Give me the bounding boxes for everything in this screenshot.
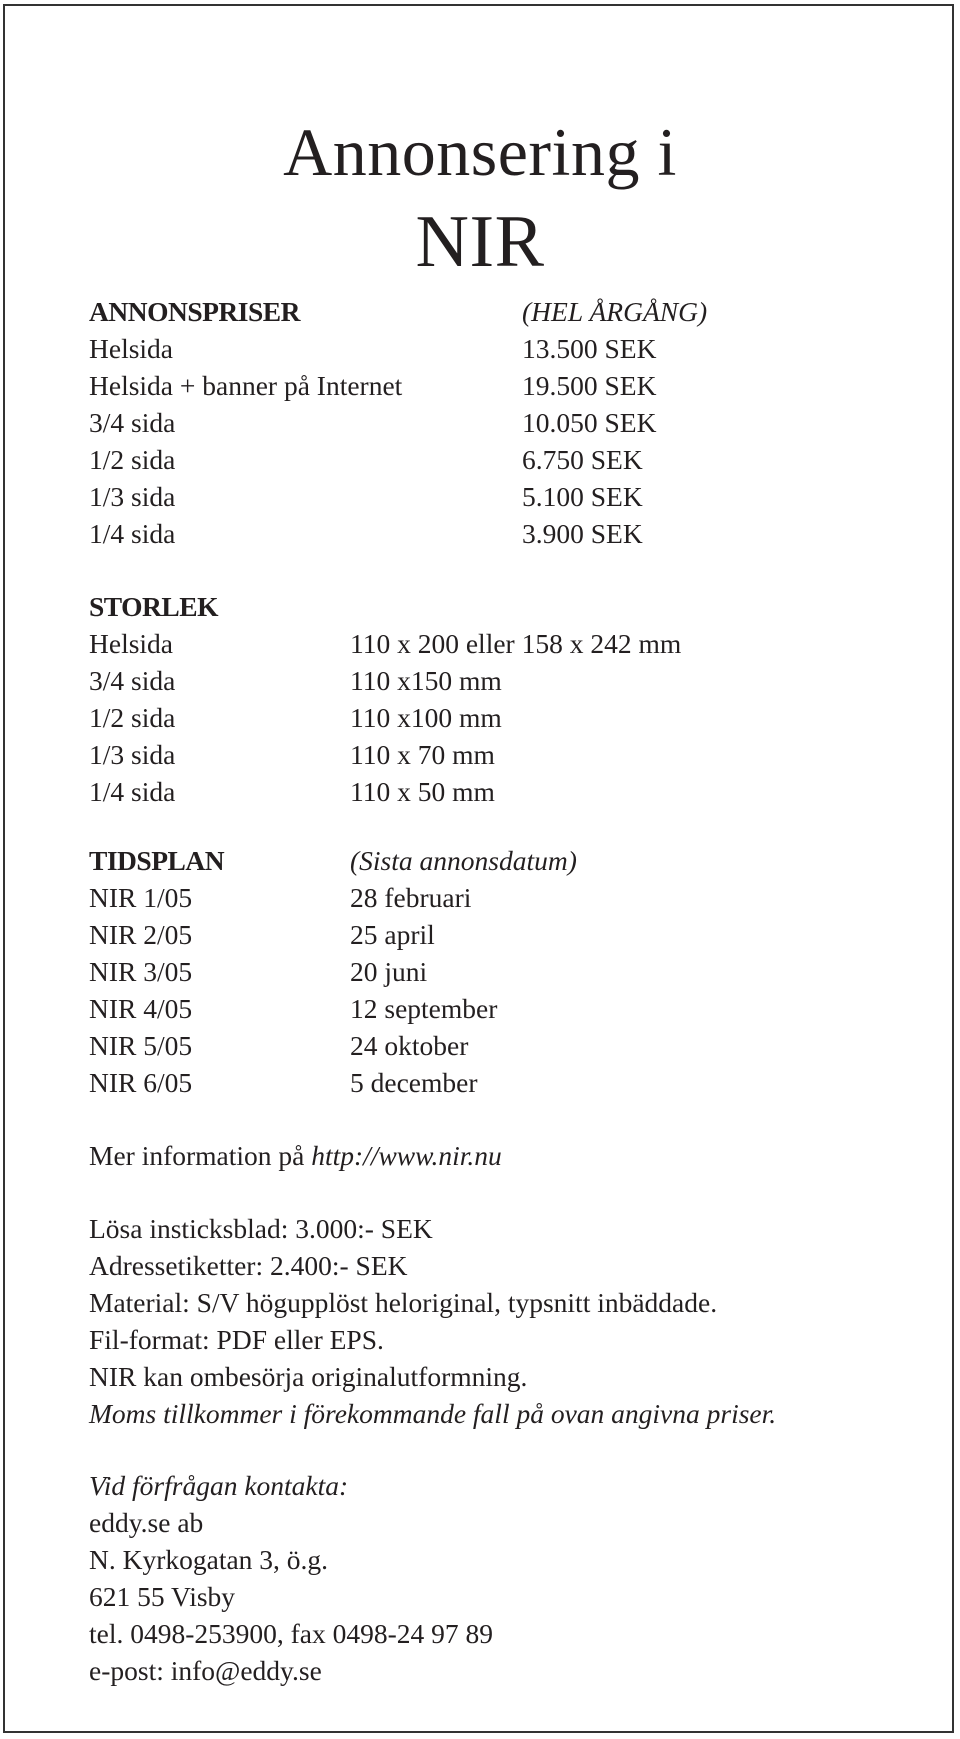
deadline-value: 12 september bbox=[350, 993, 498, 1024]
price-value: 19.500 SEK bbox=[522, 370, 657, 401]
issue-label: NIR 5/05 bbox=[89, 1030, 193, 1061]
price-value: 3.900 SEK bbox=[522, 518, 643, 549]
schedule-row bbox=[89, 954, 930, 990]
price-label: 1/3 sida bbox=[89, 481, 176, 512]
size-value: 110 x100 mm bbox=[350, 702, 502, 733]
schedule-row bbox=[89, 991, 930, 1027]
size-row bbox=[89, 737, 930, 773]
note-inserts: Lösa insticksblad: 3.000:- SEK bbox=[89, 1213, 433, 1244]
size-label: 1/2 sida bbox=[89, 702, 176, 733]
price-value: 10.050 SEK bbox=[522, 407, 657, 438]
contact-city: 621 55 Visby bbox=[89, 1581, 236, 1612]
note-vat: Moms tillkommer i förekommande fall på ovan angivna priser. bbox=[89, 1398, 777, 1429]
contact-street: N. Kyrkogatan 3, ö.g. bbox=[89, 1544, 329, 1575]
price-label: 1/2 sida bbox=[89, 444, 176, 475]
price-value: 6.750 SEK bbox=[522, 444, 643, 475]
page-title-line1: Annonsering i bbox=[283, 113, 677, 190]
size-value: 110 x 200 eller 158 x 242 mm bbox=[350, 628, 682, 659]
schedule-row bbox=[89, 1065, 930, 1101]
prices-header-row bbox=[89, 294, 930, 330]
schedule-row bbox=[89, 880, 930, 916]
schedule-column-heading: (Sista annonsdatum) bbox=[350, 845, 577, 876]
size-row bbox=[89, 700, 930, 736]
size-label: 1/4 sida bbox=[89, 776, 176, 807]
sizes-header-row bbox=[89, 589, 930, 625]
price-row bbox=[89, 479, 930, 515]
note-address-labels: Adressetiketter: 2.400:- SEK bbox=[89, 1250, 408, 1281]
size-row bbox=[89, 663, 930, 699]
size-label: 1/3 sida bbox=[89, 739, 176, 770]
size-value: 110 x 50 mm bbox=[350, 776, 495, 807]
website-link[interactable]: http://www.nir.nu bbox=[311, 1140, 502, 1171]
deadline-value: 5 december bbox=[350, 1067, 478, 1098]
contact-email[interactable]: e-post: info@eddy.se bbox=[89, 1655, 322, 1686]
size-value: 110 x 70 mm bbox=[350, 739, 495, 770]
contact-phone: tel. 0498-253900, fax 0498-24 97 89 bbox=[89, 1618, 494, 1649]
size-label: 3/4 sida bbox=[89, 665, 176, 696]
issue-label: NIR 3/05 bbox=[89, 956, 193, 987]
price-value: 13.500 SEK bbox=[522, 333, 657, 364]
size-row bbox=[89, 626, 930, 662]
size-label: Helsida bbox=[89, 628, 174, 659]
price-label: Helsida bbox=[89, 333, 174, 364]
price-row bbox=[89, 405, 930, 441]
size-row bbox=[89, 774, 930, 810]
price-label: Helsida + banner på Internet bbox=[89, 370, 403, 401]
note-material: Material: S/V högupplöst heloriginal, typsnitt inbäddade. bbox=[89, 1287, 718, 1318]
note-file-format: Fil-format: PDF eller EPS. bbox=[89, 1324, 384, 1355]
sizes-heading: STORLEK bbox=[89, 591, 218, 622]
schedule-header-row bbox=[89, 843, 930, 879]
price-label: 1/4 sida bbox=[89, 518, 176, 549]
schedule-heading: TIDSPLAN bbox=[89, 845, 225, 876]
prices-heading: ANNONSPRISER bbox=[89, 296, 300, 327]
prices-column-heading: (HEL ÅRGÅNG) bbox=[522, 296, 708, 327]
issue-label: NIR 2/05 bbox=[89, 919, 193, 950]
deadline-value: 20 juni bbox=[350, 956, 428, 987]
note-design: NIR kan ombesörja originalutformning. bbox=[89, 1361, 528, 1392]
page-title-line2: NIR bbox=[415, 200, 545, 283]
price-label: 3/4 sida bbox=[89, 407, 176, 438]
schedule-row bbox=[89, 917, 930, 953]
price-value: 5.100 SEK bbox=[522, 481, 643, 512]
deadline-value: 24 oktober bbox=[350, 1030, 469, 1061]
more-info-text: Mer information på bbox=[89, 1140, 312, 1171]
schedule-row bbox=[89, 1028, 930, 1064]
contact-heading: Vid förfrågan kontakta: bbox=[89, 1470, 349, 1501]
issue-label: NIR 1/05 bbox=[89, 882, 193, 913]
price-row bbox=[89, 516, 930, 552]
size-value: 110 x150 mm bbox=[350, 665, 502, 696]
deadline-value: 25 april bbox=[350, 919, 435, 950]
deadline-value: 28 februari bbox=[350, 882, 472, 913]
contact-company: eddy.se ab bbox=[89, 1507, 204, 1538]
more-info bbox=[89, 1138, 502, 1174]
price-row bbox=[89, 442, 930, 478]
issue-label: NIR 4/05 bbox=[89, 993, 193, 1024]
price-row bbox=[89, 331, 930, 367]
issue-label: NIR 6/05 bbox=[89, 1067, 193, 1098]
price-row bbox=[89, 368, 930, 404]
